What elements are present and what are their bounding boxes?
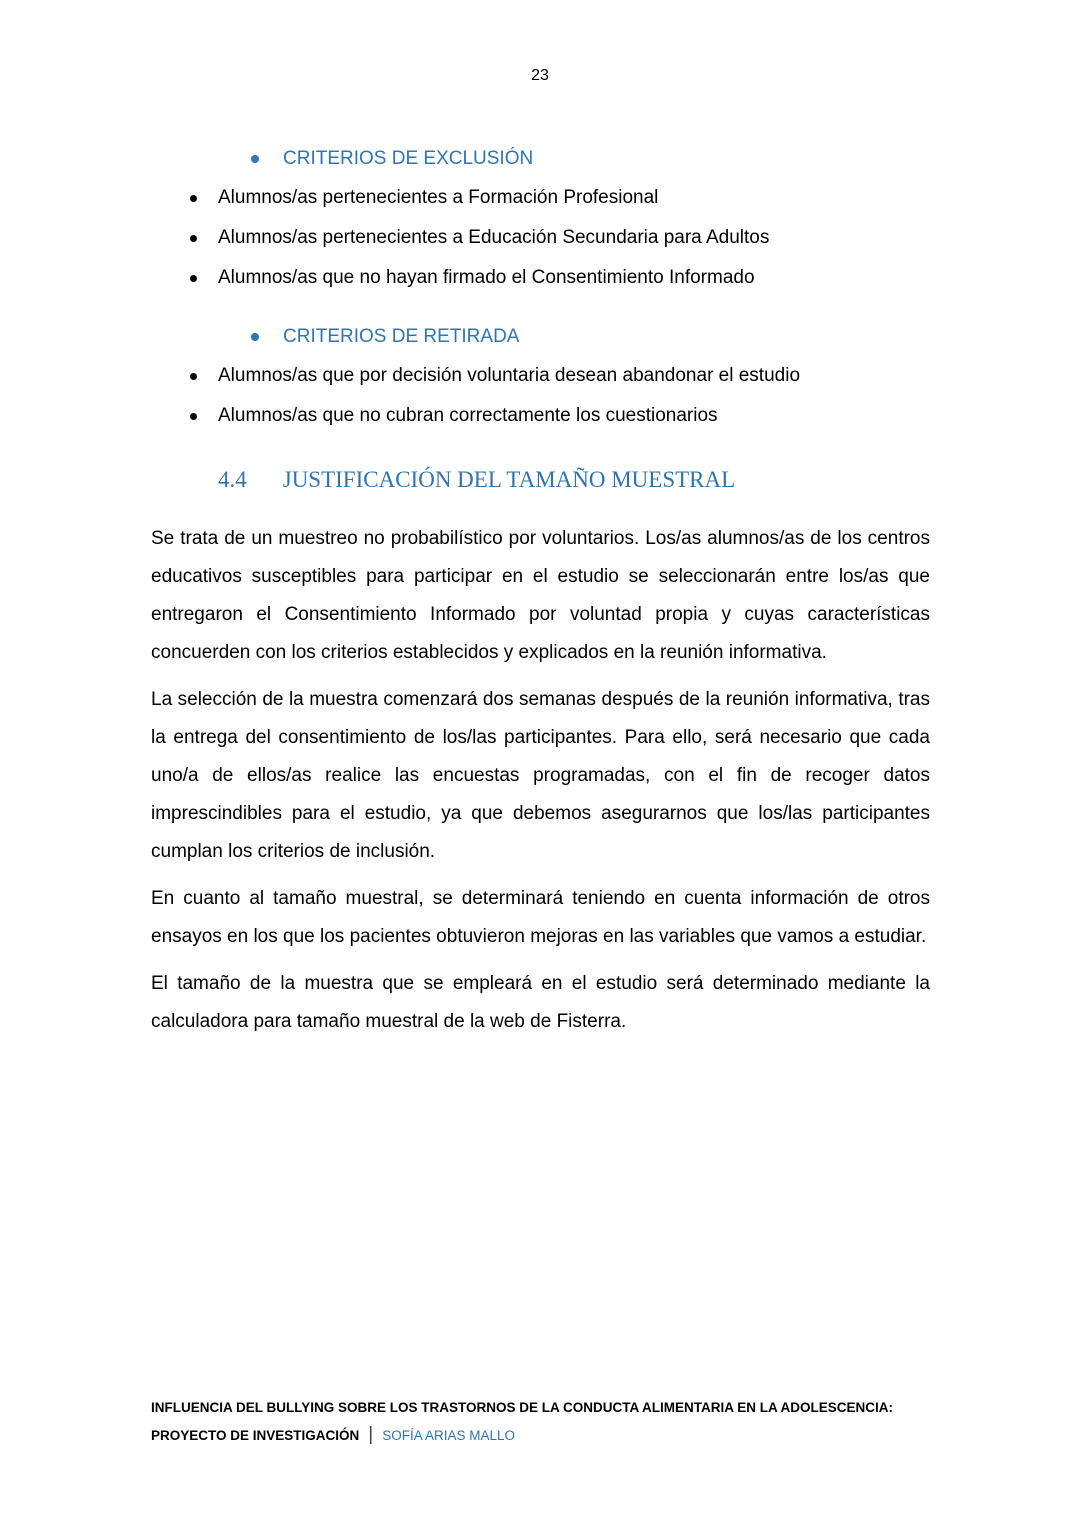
page-number: 23 [531,67,549,84]
bullet-icon [190,195,197,202]
page-footer [151,1394,930,1450]
withdrawal-criteria-heading [151,322,930,352]
section-heading [151,464,930,496]
bullet-icon [190,413,197,420]
bullet-icon [190,235,197,242]
footer-author: SOFÍA ARIAS MALLO [382,1428,516,1443]
footer-separator: | [368,1424,374,1445]
list-item-text: Alumnos/as pertenecientes a Educación Secundaria para Adultos [218,227,770,248]
paragraph: Se trata de un muestreo no probabilístico por voluntarios. Los/as alumnos/as de los centros educativos susceptibles para participar en el estudio se seleccionarán entre los/as que entregaron el Consentimiento Informado por voluntad propia y cuyas características concuerden con los criterios establecidos y explicados en la reunión informativa. [151,528,930,663]
list-item [151,396,930,436]
list-item-text: Alumnos/as que no hayan firmado el Consentimiento Informado [218,267,755,288]
exclusion-criteria-heading [151,144,930,174]
paragraph: La selección de la muestra comenzará dos semanas después de la reunión informativa, tras la entrega del consentimiento de los/las participantes. Para ello, será necesario que cada uno/a de ellos/as realice las encuestas programadas, con el fin de recoger datos imprescindibles para el estudio, ya que debemos asegurarnos que los/las participantes cumplan los criterios de inclusión. [151,689,930,862]
footer-project-label: PROYECTO DE INVESTIGACIÓN [151,1428,360,1443]
paragraph: En cuanto al tamaño muestral, se determinará teniendo en cuenta información de otros ensayos en los que los pacientes obtuvieron mejoras en las variables que vamos a estudiar. [151,888,930,947]
withdrawal-criteria-list [151,356,930,436]
list-item-text: Alumnos/as pertenecientes a Formación Profesional [218,187,659,208]
paragraph: El tamaño de la muestra que se empleará en el estudio será determinado mediante la calculadora para tamaño muestral de la web de Fisterra. [151,973,930,1032]
list-item-text: Alumnos/as que por decisión voluntaria desean abandonar el estudio [218,365,801,386]
list-item [151,178,930,218]
section-number: 4.4 [218,467,247,492]
exclusion-criteria-heading-label: CRITERIOS DE EXCLUSIÓN [283,148,534,169]
blue-bullet-icon [251,333,259,341]
withdrawal-criteria-heading-label: CRITERIOS DE RETIRADA [283,326,520,347]
blue-bullet-icon [251,155,259,163]
footer-title: INFLUENCIA DEL BULLYING SOBRE LOS TRASTORNOS DE LA CONDUCTA ALIMENTARIA EN LA ADOLESCENCIA: [151,1400,894,1415]
list-item [151,258,930,298]
exclusion-criteria-list [151,178,930,298]
bullet-icon [190,373,197,380]
list-item [151,356,930,396]
list-item-text: Alumnos/as que no cubran correctamente los cuestionarios [218,405,718,426]
page-content [0,144,1080,1041]
list-item [151,218,930,258]
bullet-icon [190,275,197,282]
footer-subtitle [151,1422,930,1450]
section-title: JUSTIFICACIÓN DEL TAMAÑO MUESTRAL [282,467,736,492]
